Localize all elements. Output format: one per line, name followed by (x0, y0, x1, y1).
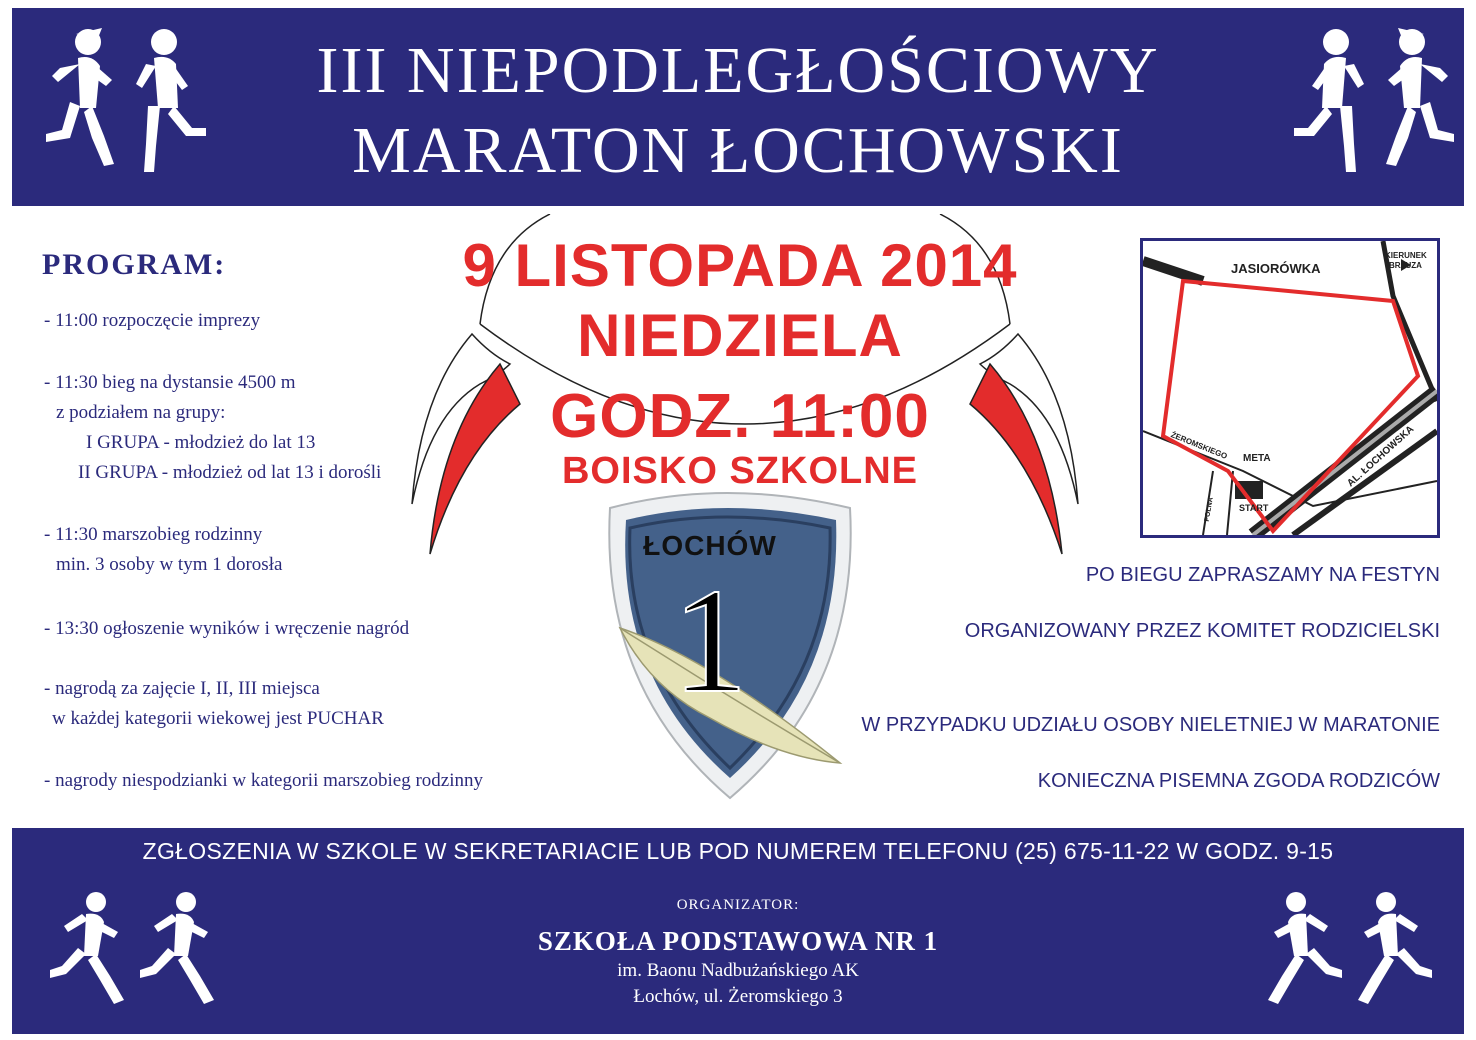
organizer-address: Łochów, ul. Żeromskiego 3 (633, 986, 843, 1007)
shield-number: 1 (672, 558, 748, 724)
program-line: - 13:30 ogłoszenie wyników i wręczenie nagród (44, 618, 410, 639)
organizer-subtitle: im. Baonu Nadbużańskiego AK (617, 960, 859, 981)
runner-silhouette-icon (1256, 890, 1346, 1010)
map-label: KIERUNEK (1385, 251, 1427, 260)
festival-line-2: ORGANIZOWANY PRZEZ KOMITET RODZICIELSKI (964, 620, 1440, 642)
map-label: META (1243, 453, 1271, 464)
map-label: BRZUZA (1389, 261, 1422, 270)
runner-silhouette-icon (40, 26, 130, 176)
map-label: JASIORÓWKA (1231, 261, 1321, 276)
festival-line-1: PO BIEGU ZAPRASZAMY NA FESTYN (1085, 564, 1440, 586)
organizer-label: ORGANIZATOR: (676, 897, 800, 913)
event-date: 9 LISTOPADA 2014 (462, 232, 1018, 299)
program-line: z podziałem na grupy: (56, 402, 226, 423)
map-label: AL. ŁOCHOWSKA (1345, 423, 1417, 490)
title-line-1: III NIEPODLEGŁOŚCIOWY (316, 34, 1160, 107)
program-line: - 11:30 bieg na dystansie 4500 m (44, 372, 296, 393)
map-label: ŻEROMSKIEGO (1169, 430, 1229, 461)
program-line: w każdej kategorii wiekowej jest PUCHAR (52, 708, 384, 729)
program-line: - 11:30 marszobieg rodzinny (44, 524, 263, 545)
program-line: II GRUPA - młodzież od lat 13 i dorośli (78, 462, 382, 483)
program-line: - nagrody niespodzianki w kategorii marszobieg rodzinny (44, 770, 483, 791)
runner-silhouette-icon (1290, 26, 1370, 176)
program-line: I GRUPA - młodzież do lat 13 (86, 432, 316, 453)
event-time: GODZ. 11:00 (550, 382, 930, 451)
minor-line-1: W PRZYPADKU UDZIAŁU OSOBY NIELETNIEJ W MARATONIE (861, 714, 1440, 736)
runner-silhouette-icon (136, 890, 226, 1010)
program-line: - nagrodą za zajęcie I, II, III miejsca (44, 678, 320, 699)
map-label: START (1239, 503, 1269, 513)
event-place: BOISKO SZKOLNE (561, 450, 919, 492)
route-map (1140, 238, 1440, 538)
event-day: NIEDZIELA (577, 302, 903, 369)
runner-silhouette-icon (130, 26, 210, 176)
runner-silhouette-icon (46, 890, 136, 1010)
shield-town-label: ŁOCHÓW (643, 530, 777, 561)
program-line: min. 3 osoby w tym 1 dorosła (56, 554, 283, 575)
program-line: - 11:00 rozpoczęcie imprezy (44, 310, 261, 331)
runner-silhouette-icon (1370, 26, 1460, 176)
runner-silhouette-icon (1346, 890, 1436, 1010)
title-line-2: MARATON ŁOCHOWSKI (352, 114, 1124, 187)
organizer-name: SZKOŁA PODSTAWOWA NR 1 (537, 926, 939, 956)
map-label: POLNA (1203, 496, 1215, 523)
minor-line-2: KONIECZNA PISEMNA ZGODA RODZICÓW (1037, 770, 1440, 792)
registration-info: ZGŁOSZENIA W SZKOLE W SEKRETARIACIE LUB POD NUMEREM TELEFONU (25) 675-11-22 W GODZ. 9-15 (142, 838, 1334, 864)
program-heading: PROGRAM: (42, 248, 227, 281)
